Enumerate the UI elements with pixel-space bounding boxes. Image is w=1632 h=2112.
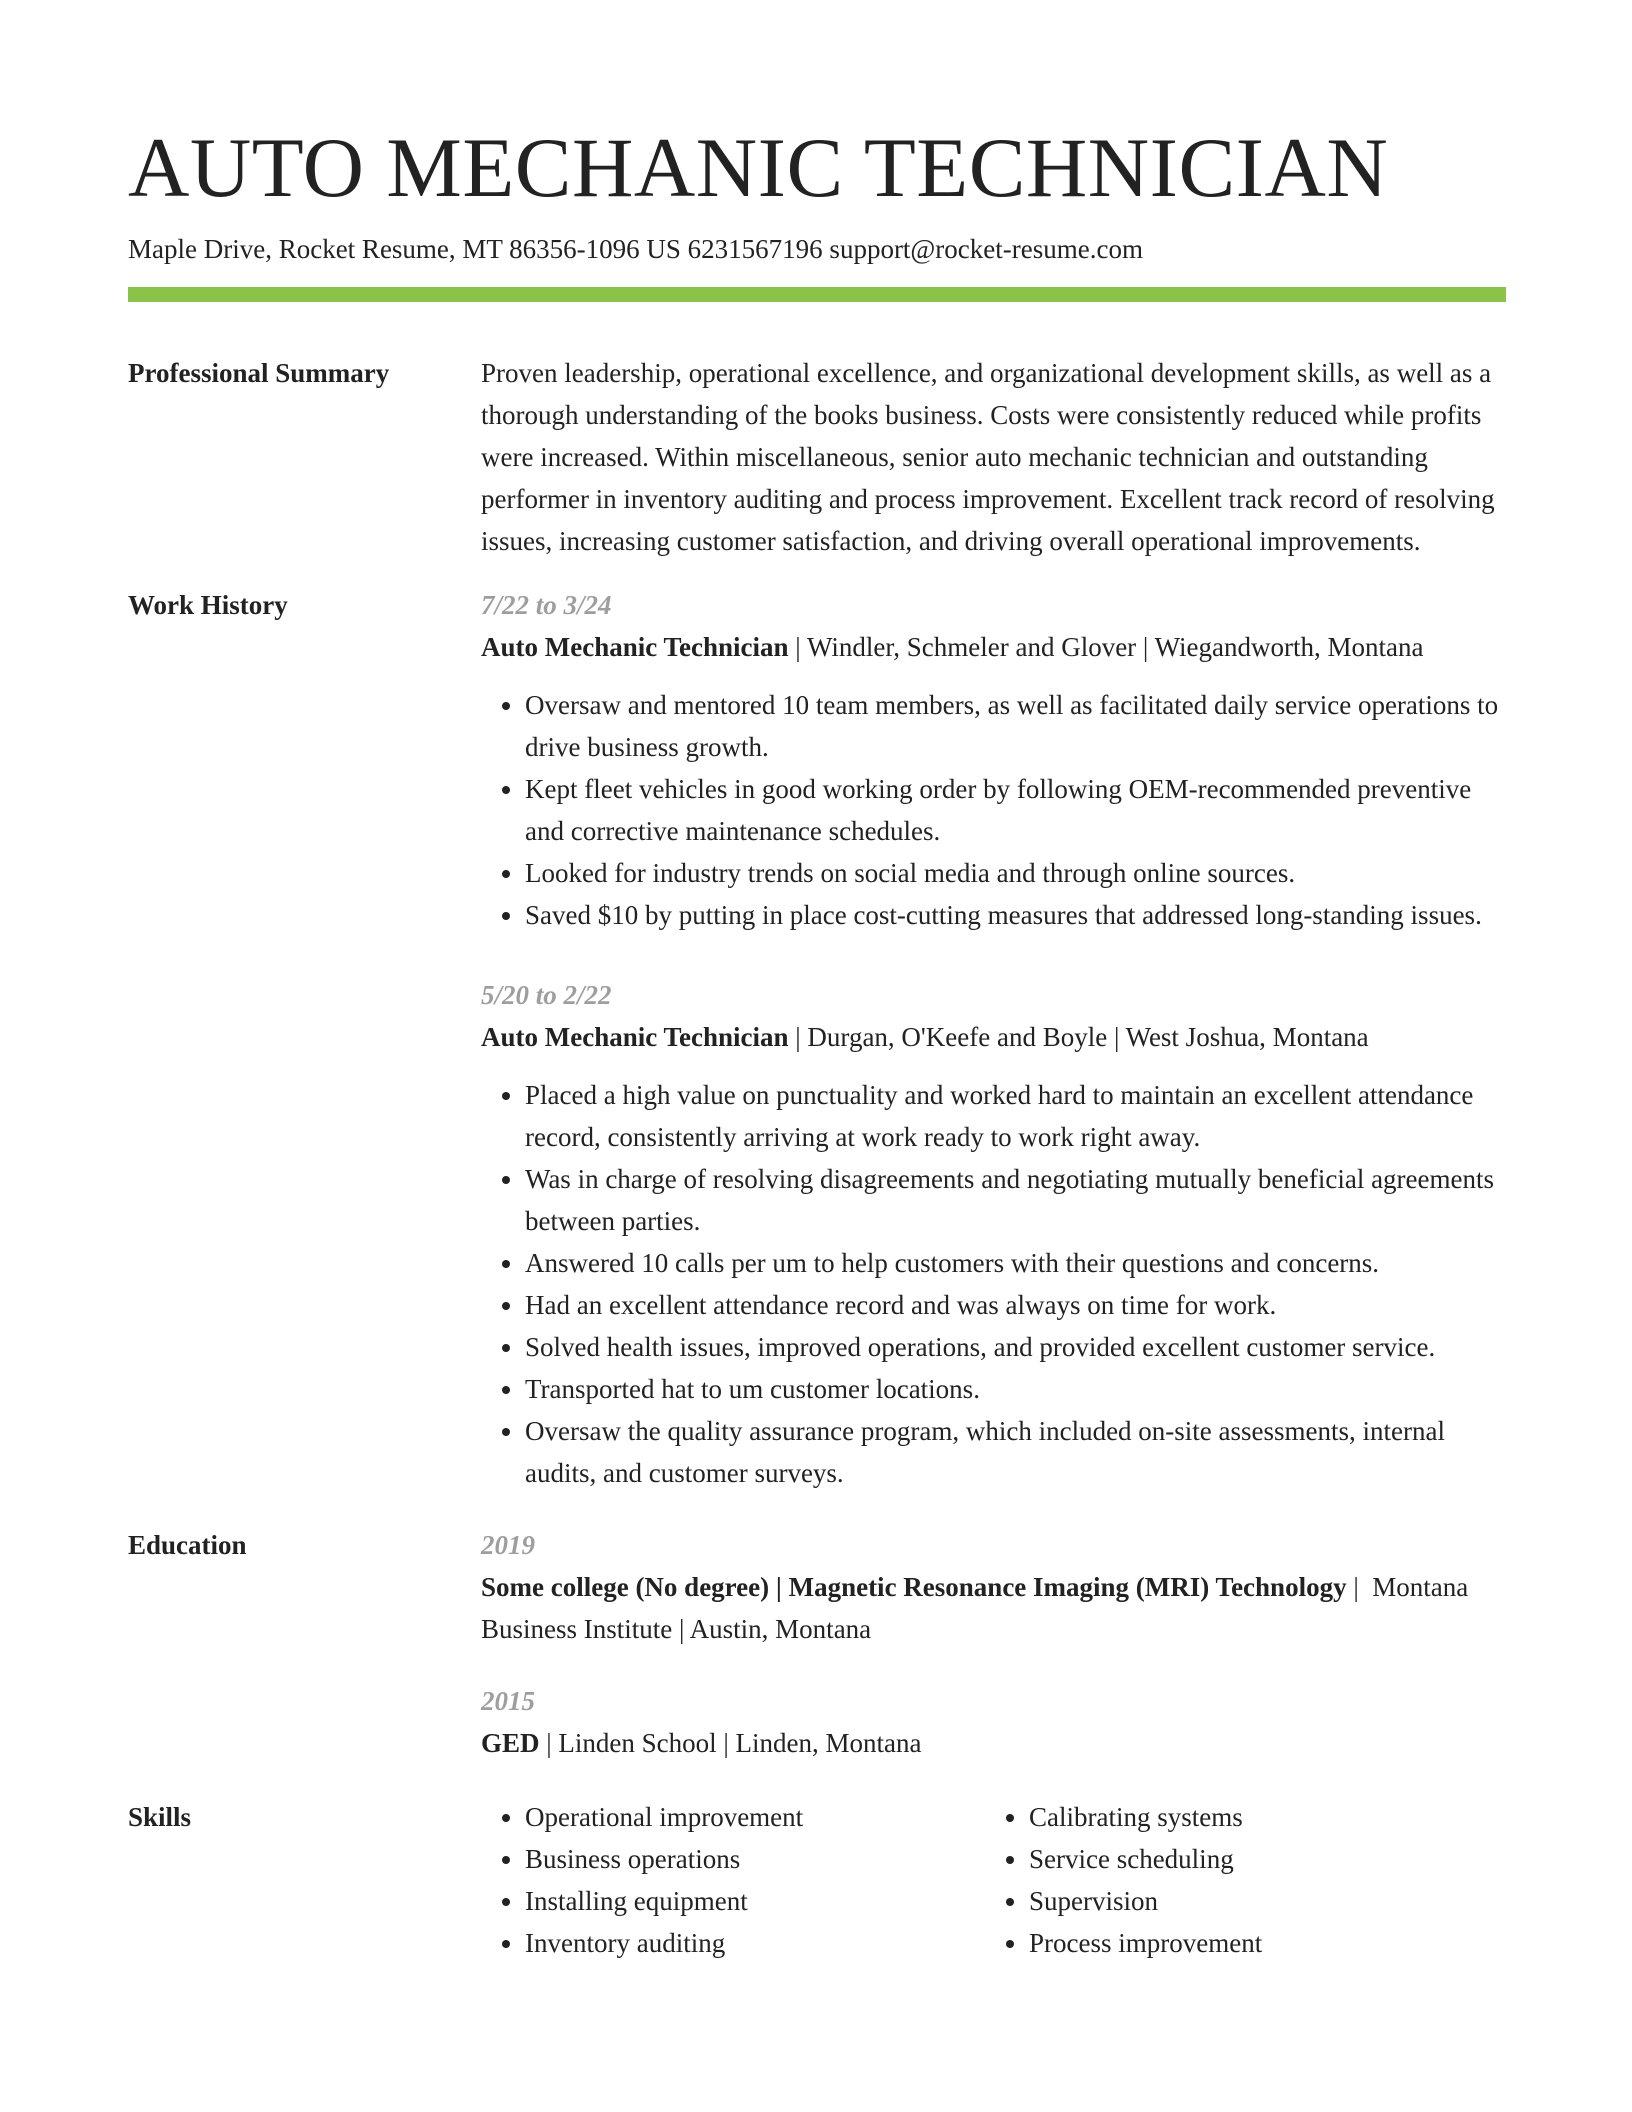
job-heading: [481, 626, 1506, 668]
education-entry: [481, 1524, 1506, 1650]
candidate-name: AUTO MECHANIC TECHNICIAN: [128, 121, 1389, 215]
job-dates: 5/20 to 2/22: [481, 980, 612, 1010]
summary-heading: Professional Summary: [128, 358, 390, 388]
job-title: Auto Mechanic Technician: [481, 632, 789, 662]
job-bullet: • Solved health issues, improved operations, and provided excellent customer service.: [525, 1326, 1506, 1368]
job-bullet: • Oversaw and mentored 10 team members, as well as facilitated daily service operations to drive business growth.: [525, 684, 1506, 768]
job-dates: 7/22 to 3/24: [481, 590, 612, 620]
summary-text: Proven leadership, operational excellence, and organizational development skills, as well as a thorough understanding of the books business. Costs were consistently reduced while profits were increased. Within miscellaneous, senior auto mechanic technician and outstanding performer in inventory auditing and process improvement. Excellent track record of resolving issues, increasing customer satisfaction, and driving overall operational improvements.: [481, 358, 1495, 556]
skills-heading: Skills: [128, 1802, 192, 1832]
job-bullet: • Saved $10 by putting in place cost-cutting measures that addressed long-standing issues.: [525, 894, 1506, 936]
summary-section: [128, 352, 1506, 562]
skill-item: • Inventory auditing: [525, 1922, 985, 1964]
resume-page: [128, 118, 1506, 1964]
skills-column-right: [985, 1796, 1262, 1964]
job-entry: [481, 584, 1506, 936]
skill-item: • Supervision: [1029, 1880, 1262, 1922]
job-bullets: [481, 1074, 1506, 1494]
skill-item: • Installing equipment: [525, 1880, 985, 1922]
job-bullets: [481, 684, 1506, 936]
skill-item: • Process improvement: [1029, 1922, 1262, 1964]
job-bullet: • Oversaw the quality assurance program, which included on-site assessments, internal audits, and customer surveys.: [525, 1410, 1506, 1494]
skills-columns: [481, 1796, 1506, 1964]
skill-item: • Operational improvement: [525, 1796, 985, 1838]
skill-item: • Service scheduling: [1029, 1838, 1262, 1880]
job-employer-location: | Windler, Schmeler and Glover | Wiegandworth, Montana: [788, 632, 1424, 662]
education-entry: [481, 1680, 1506, 1764]
education-details: [481, 1566, 1506, 1650]
job-bullet: • Looked for industry trends on social media and through online sources.: [525, 852, 1506, 894]
job-employer-location: | Durgan, O'Keefe and Boyle | West Joshua, Montana: [788, 1022, 1369, 1052]
education-year: 2015: [481, 1686, 535, 1716]
job-bullet: • Kept fleet vehicles in good working order by following OEM-recommended preventive and corrective maintenance schedules.: [525, 768, 1506, 852]
job-bullet: • Was in charge of resolving disagreements and negotiating mutually beneficial agreements between parties.: [525, 1158, 1506, 1242]
job-title: Auto Mechanic Technician: [481, 1022, 789, 1052]
education-school: | Linden School | Linden, Montana: [539, 1728, 922, 1758]
education-section: [128, 1524, 1506, 1764]
skill-item: • Business operations: [525, 1838, 985, 1880]
education-degree: GED: [481, 1728, 540, 1758]
work-history-section: [128, 584, 1506, 1494]
skill-item: • Calibrating systems: [1029, 1796, 1262, 1838]
education-school: | Montana Business Institute | Austin, Montana: [481, 1572, 1469, 1644]
job-heading: [481, 1016, 1506, 1058]
education-details: [481, 1722, 1506, 1764]
job-entry: [481, 974, 1506, 1494]
header-divider: [128, 287, 1506, 302]
work-history-heading: Work History: [128, 590, 288, 620]
skills-column-left: [481, 1796, 985, 1964]
skills-section: [128, 1796, 1506, 1964]
job-bullet: • Had an excellent attendance record and was always on time for work.: [525, 1284, 1506, 1326]
contact-line: Maple Drive, Rocket Resume, MT 86356-1096 US 6231567196 support@rocket-resume.com: [128, 234, 1143, 264]
job-bullet: • Answered 10 calls per um to help customers with their questions and concerns.: [525, 1242, 1506, 1284]
job-bullet: • Transported hat to um customer locations.: [525, 1368, 1506, 1410]
education-heading: Education: [128, 1530, 247, 1560]
job-bullet: • Placed a high value on punctuality and worked hard to maintain an excellent attendance record, consistently arriving at work ready to work right away.: [525, 1074, 1506, 1158]
education-year: 2019: [481, 1530, 535, 1560]
education-degree: Some college (No degree) | Magnetic Resonance Imaging (MRI) Technology: [481, 1572, 1347, 1602]
